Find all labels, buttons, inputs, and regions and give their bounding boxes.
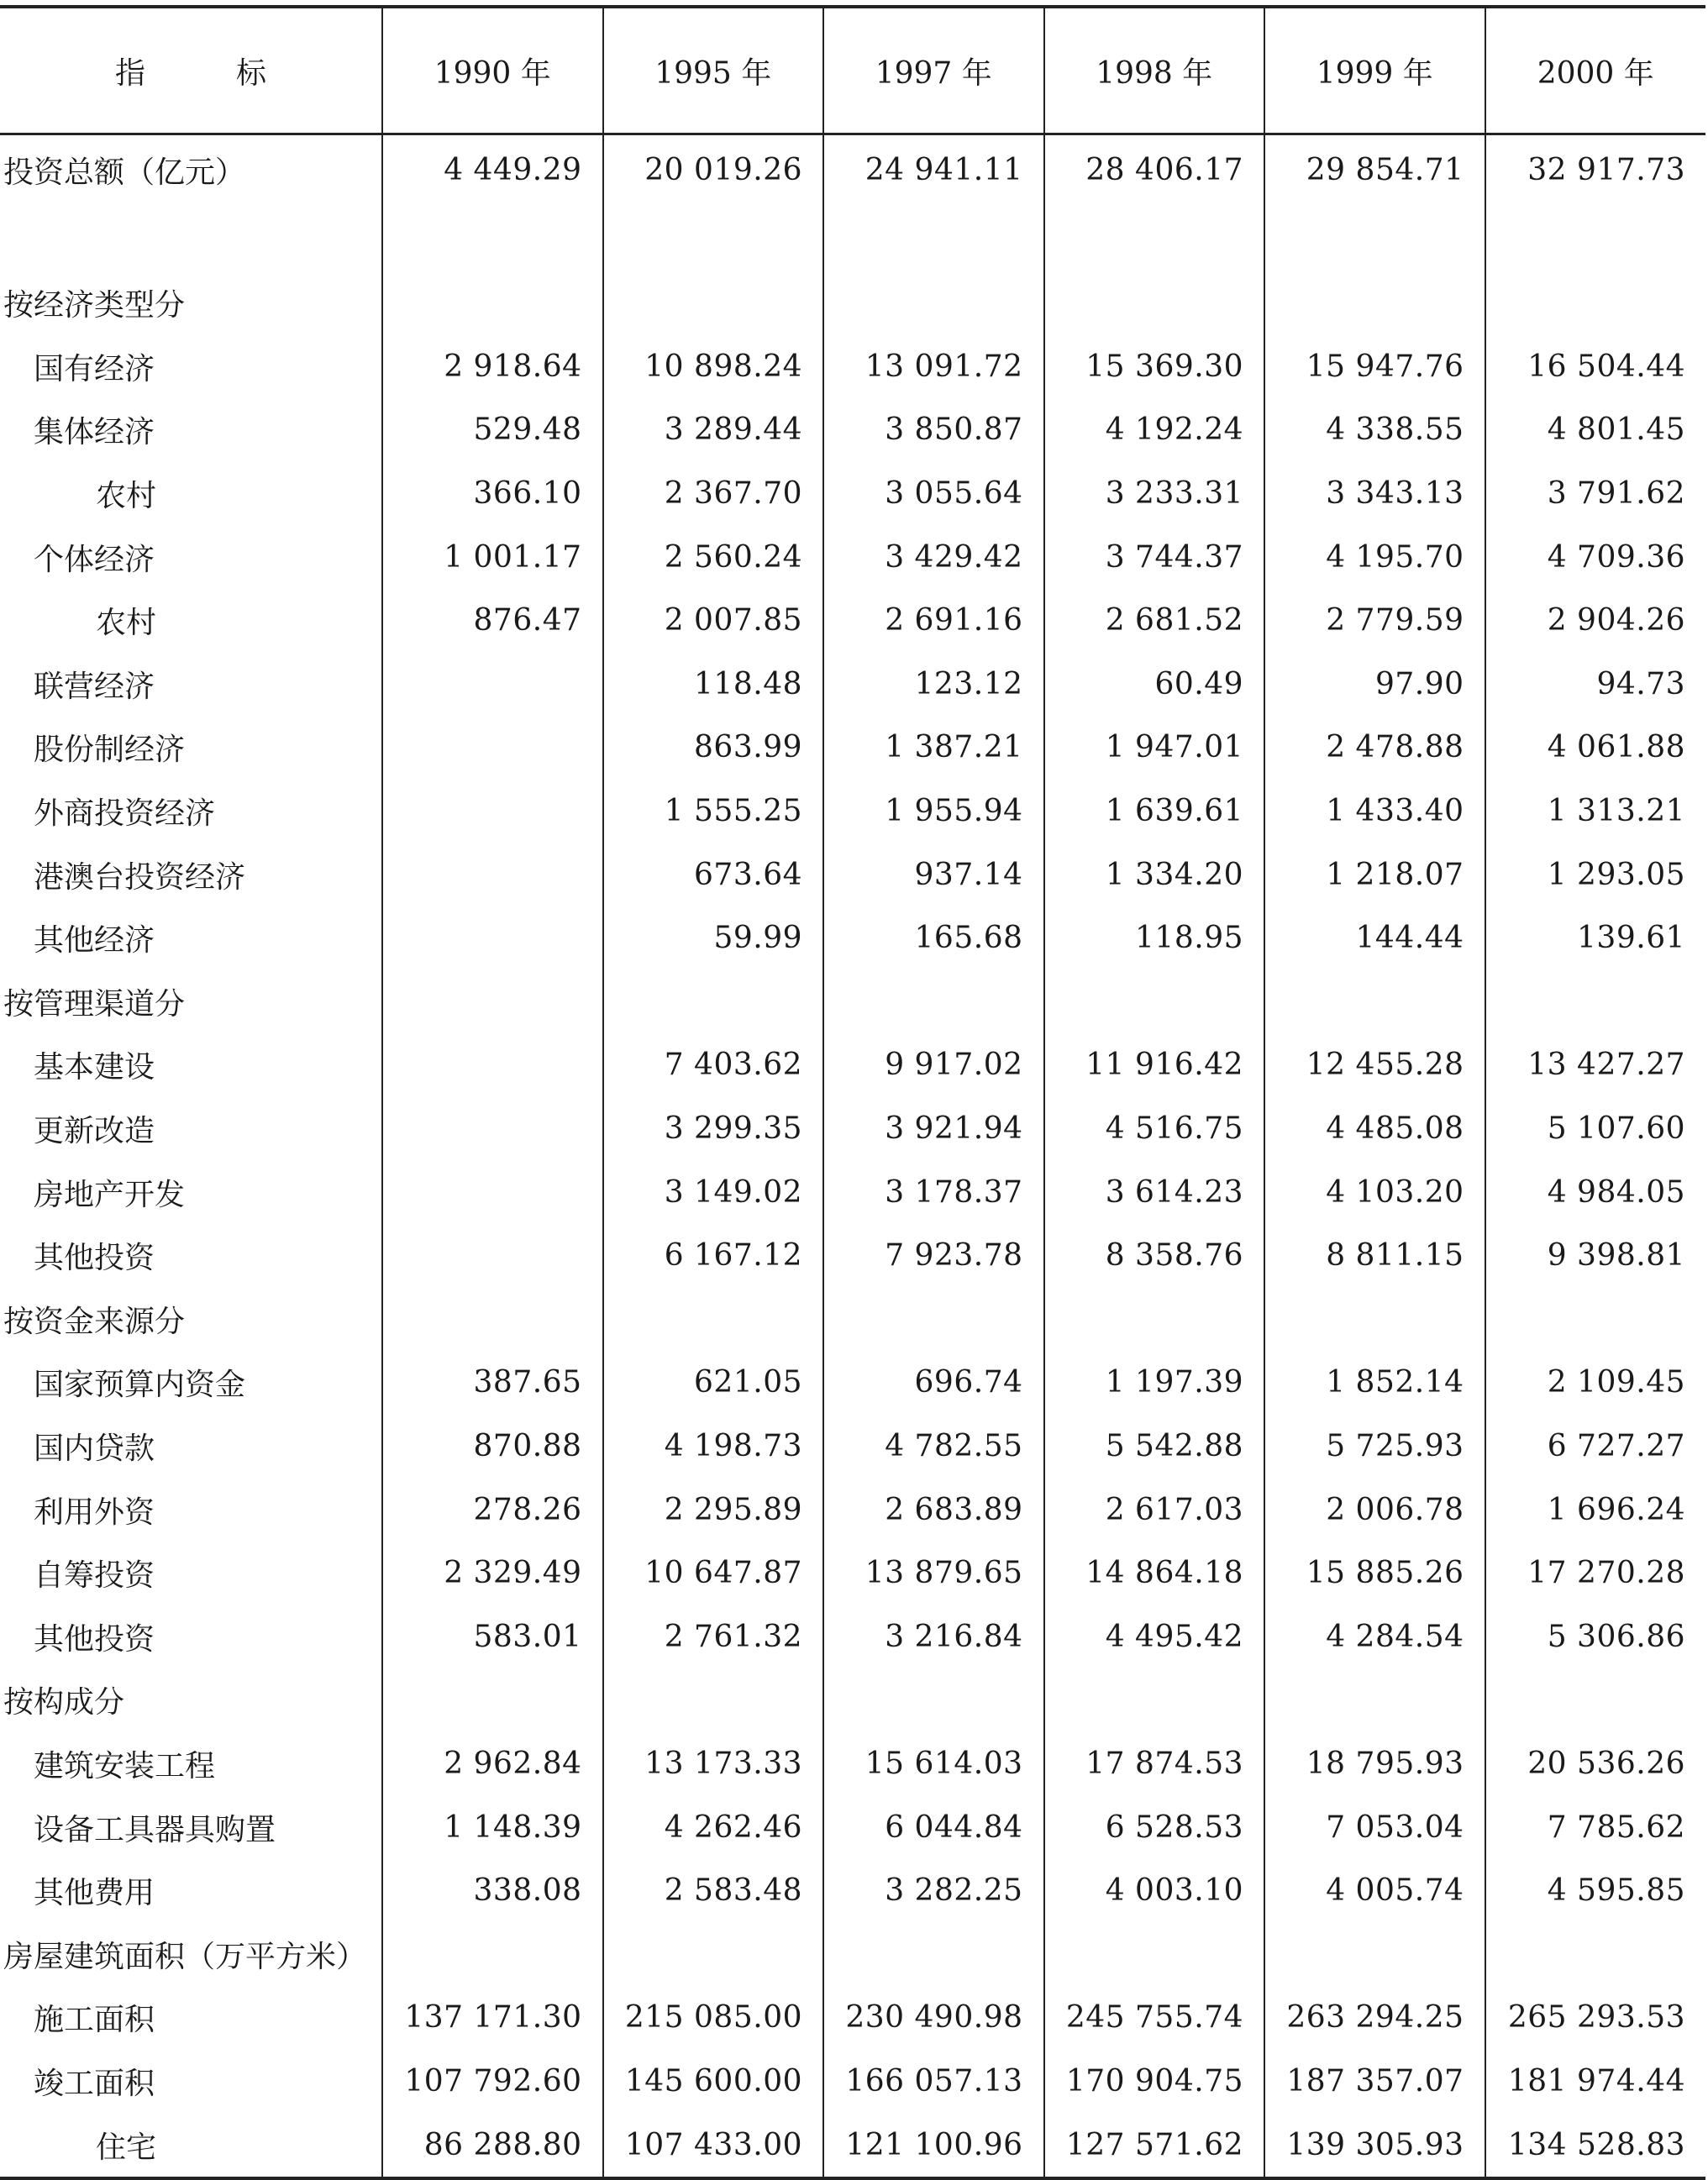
table-cell: 4 192.24: [1044, 398, 1265, 462]
table-cell: 1 313.21: [1485, 780, 1706, 843]
table-row: [0, 1351, 1705, 1415]
investment-statistics-table: [0, 5, 1705, 2180]
table-cell: 215 085.00: [603, 1986, 824, 2050]
table-cell: 870.88: [382, 1415, 603, 1479]
table-cell: 4 984.05: [1485, 1160, 1706, 1224]
table-row: [0, 589, 1705, 653]
table-cell: 1 197.39: [1044, 1351, 1265, 1415]
table-cell: 3 178.37: [823, 1160, 1044, 1224]
table-cell: [603, 271, 824, 335]
table-cell: 13 427.27: [1485, 1033, 1706, 1097]
table-row: [0, 716, 1705, 780]
table-cell: 937.14: [823, 843, 1044, 906]
row-label: 农村: [96, 479, 157, 514]
row-label: 股份制经济: [34, 733, 186, 768]
table-cell: 1 852.14: [1264, 1351, 1485, 1415]
table-cell: 118.95: [1044, 906, 1265, 970]
table-cell: 3 233.31: [1044, 462, 1265, 526]
table-cell: [1485, 970, 1706, 1034]
table-row: [0, 1415, 1705, 1479]
table-body: [0, 134, 1705, 2178]
table-row: [0, 134, 1705, 205]
table-row: [0, 1795, 1705, 1859]
table-cell: 1 555.25: [603, 780, 824, 843]
row-label: 国内贷款: [34, 1431, 155, 1466]
row-label: [0, 204, 382, 271]
table-cell: 29 854.71: [1264, 134, 1485, 205]
table-cell: 2 295.89: [603, 1478, 824, 1542]
table-cell: 2 962.84: [382, 1732, 603, 1796]
table-row: [0, 204, 1705, 271]
table-row: [0, 1859, 1705, 1923]
row-label: 更新改造: [34, 1114, 155, 1149]
table-cell: [1485, 1668, 1706, 1732]
table-cell: [382, 653, 603, 717]
table-cell: 1 148.39: [382, 1795, 603, 1859]
table-cell: 4 338.55: [1264, 398, 1485, 462]
table-cell: 621.05: [603, 1351, 824, 1415]
table-cell: 3 216.84: [823, 1605, 1044, 1668]
table-cell: 15 614.03: [823, 1732, 1044, 1796]
table-cell: [1485, 271, 1706, 335]
row-label: 其他费用: [34, 1876, 155, 1911]
table-row: [0, 335, 1705, 399]
row-label: 建筑安装工程: [34, 1748, 216, 1783]
table-row: [0, 1478, 1705, 1542]
table-cell: 3 343.13: [1264, 462, 1485, 526]
table-row: [0, 525, 1705, 589]
table-cell: 5 306.86: [1485, 1605, 1706, 1668]
row-label: 自筹投资: [34, 1558, 155, 1594]
table-row: [0, 1732, 1705, 1796]
row-label: 国有经济: [34, 351, 155, 386]
table-cell: 4 005.74: [1264, 1859, 1485, 1923]
table-cell: 3 149.02: [603, 1160, 824, 1224]
table-cell: 230 490.98: [823, 1986, 1044, 2050]
table-cell: 1 001.17: [382, 525, 603, 589]
table-cell: [1264, 204, 1485, 271]
table-cell: 2 691.16: [823, 589, 1044, 653]
table-cell: 107 792.60: [382, 2050, 603, 2114]
table-cell: 2 904.26: [1485, 589, 1706, 653]
table-cell: 2 560.24: [603, 525, 824, 589]
row-label: 竣工面积: [34, 2066, 155, 2101]
table-cell: 2 918.64: [382, 335, 603, 399]
table-cell: [823, 970, 1044, 1034]
table-cell: 7 053.04: [1264, 1795, 1485, 1859]
table-cell: 1 955.94: [823, 780, 1044, 843]
table-cell: 24 941.11: [823, 134, 1044, 205]
table-cell: 2 681.52: [1044, 589, 1265, 653]
row-label: 联营经济: [34, 669, 155, 704]
table-cell: [603, 970, 824, 1034]
table-cell: 4 449.29: [382, 134, 603, 205]
table-cell: 4 485.08: [1264, 1097, 1485, 1161]
table-cell: 1 387.21: [823, 716, 1044, 780]
table-row: [0, 1033, 1705, 1097]
table-cell: 17 874.53: [1044, 1732, 1265, 1796]
table-cell: 1 334.20: [1044, 843, 1265, 906]
row-label: 按管理渠道分: [3, 986, 186, 1022]
table-cell: 4 198.73: [603, 1415, 824, 1479]
row-label: 其他经济: [34, 923, 155, 959]
table-cell: [823, 1668, 1044, 1732]
table-cell: 529.48: [382, 398, 603, 462]
table-cell: [823, 271, 1044, 335]
table-cell: 123.12: [823, 653, 1044, 717]
table-cell: 20 019.26: [603, 134, 824, 205]
table-row: [0, 398, 1705, 462]
table-cell: [382, 1224, 603, 1288]
table-cell: 139 305.93: [1264, 2113, 1485, 2178]
table-cell: 2 683.89: [823, 1478, 1044, 1542]
table-cell: 127 571.62: [1044, 2113, 1265, 2178]
header-year: 1997 年: [823, 7, 1044, 134]
table-cell: 876.47: [382, 589, 603, 653]
table-cell: 6 167.12: [603, 1224, 824, 1288]
table-row: [0, 2050, 1705, 2114]
table-cell: 144.44: [1264, 906, 1485, 970]
table-cell: [823, 1922, 1044, 1986]
table-row: [0, 906, 1705, 970]
table-cell: [1044, 1288, 1265, 1352]
table-cell: 3 289.44: [603, 398, 824, 462]
header-year: 1995 年: [603, 7, 824, 134]
table-cell: 1 218.07: [1264, 843, 1485, 906]
table-cell: 696.74: [823, 1351, 1044, 1415]
table-row: [0, 1668, 1705, 1732]
table-cell: 97.90: [1264, 653, 1485, 717]
table-cell: 32 917.73: [1485, 134, 1706, 205]
table-cell: 11 916.42: [1044, 1033, 1265, 1097]
table-row: [0, 462, 1705, 526]
table-cell: 2 367.70: [603, 462, 824, 526]
table-cell: [382, 970, 603, 1034]
row-label: 按经济类型分: [3, 288, 186, 323]
table-cell: 86 288.80: [382, 2113, 603, 2178]
table-cell: 3 299.35: [603, 1097, 824, 1161]
table-cell: 1 947.01: [1044, 716, 1265, 780]
table-cell: 338.08: [382, 1859, 603, 1923]
table-cell: 15 369.30: [1044, 335, 1265, 399]
table-cell: 4 262.46: [603, 1795, 824, 1859]
table-cell: 10 647.87: [603, 1542, 824, 1605]
table-cell: 5 542.88: [1044, 1415, 1265, 1479]
table-cell: 139.61: [1485, 906, 1706, 970]
table-row: [0, 271, 1705, 335]
row-label: 按构成分: [3, 1685, 125, 1720]
table-cell: 107 433.00: [603, 2113, 824, 2178]
table-cell: 4 801.45: [1485, 398, 1706, 462]
table-cell: 863.99: [603, 716, 824, 780]
table-cell: 9 398.81: [1485, 1224, 1706, 1288]
row-label: 基本建设: [34, 1050, 155, 1085]
header-row: [0, 7, 1705, 134]
table-row: [0, 1922, 1705, 1986]
table-row: [0, 1986, 1705, 2050]
table-cell: 4 495.42: [1044, 1605, 1265, 1668]
table-cell: [1485, 1922, 1706, 1986]
row-label: 住宅: [0, 2113, 382, 2178]
table-cell: 2 007.85: [603, 589, 824, 653]
table-cell: 1 433.40: [1264, 780, 1485, 843]
table-cell: 4 516.75: [1044, 1097, 1265, 1161]
header-year: 1990 年: [382, 7, 603, 134]
table-cell: 2 478.88: [1264, 716, 1485, 780]
row-label: 房地产开发: [34, 1177, 186, 1212]
row-label: 其他投资: [34, 1621, 155, 1657]
header-year: 1998 年: [1044, 7, 1265, 134]
row-label: 国家预算内资金: [34, 1368, 246, 1403]
table-cell: 4 709.36: [1485, 525, 1706, 589]
table-cell: 1 293.05: [1485, 843, 1706, 906]
table-cell: [603, 204, 824, 271]
table-cell: [823, 204, 1044, 271]
table-cell: 2 583.48: [603, 1859, 824, 1923]
table-cell: 187 357.07: [1264, 2050, 1485, 2114]
table-cell: 6 528.53: [1044, 1795, 1265, 1859]
table-cell: [382, 1033, 603, 1097]
row-label: 农村: [96, 606, 157, 641]
table-cell: [1044, 204, 1265, 271]
table-cell: 3 614.23: [1044, 1160, 1265, 1224]
table-row: [0, 1605, 1705, 1668]
table-row: [0, 970, 1705, 1034]
table-cell: [382, 780, 603, 843]
table-cell: 2 109.45: [1485, 1351, 1706, 1415]
table-cell: [382, 716, 603, 780]
table-cell: [1264, 970, 1485, 1034]
table-row: [0, 843, 1705, 906]
table-cell: 2 006.78: [1264, 1478, 1485, 1542]
table-cell: 387.65: [382, 1351, 603, 1415]
table-cell: 245 755.74: [1044, 1986, 1265, 2050]
table-cell: 1 696.24: [1485, 1478, 1706, 1542]
table-cell: [382, 1160, 603, 1224]
table-cell: 673.64: [603, 843, 824, 906]
table-row: [0, 653, 1705, 717]
row-label: 集体经济: [34, 415, 155, 450]
table-cell: 16 504.44: [1485, 335, 1706, 399]
table-cell: 8 811.15: [1264, 1224, 1485, 1288]
table-cell: [1044, 1922, 1265, 1986]
row-label: 个体经济: [34, 542, 155, 577]
table-cell: 3 429.42: [823, 525, 1044, 589]
table-cell: 10 898.24: [603, 335, 824, 399]
table-cell: 3 850.87: [823, 398, 1044, 462]
row-label: 投资总额（亿元）: [3, 155, 246, 190]
table-row: [0, 1224, 1705, 1288]
table-cell: 165.68: [823, 906, 1044, 970]
table-cell: 59.99: [603, 906, 824, 970]
table-cell: 5 107.60: [1485, 1097, 1706, 1161]
table-cell: [1485, 1288, 1706, 1352]
table-cell: 2 761.32: [603, 1605, 824, 1668]
table-cell: 7 923.78: [823, 1224, 1044, 1288]
table-cell: [603, 1668, 824, 1732]
table-cell: 3 744.37: [1044, 525, 1265, 589]
row-label: 设备工具器具购置: [34, 1812, 276, 1847]
table-cell: 94.73: [1485, 653, 1706, 717]
table-cell: [382, 843, 603, 906]
table-cell: 265 293.53: [1485, 1986, 1706, 2050]
table-cell: [1044, 271, 1265, 335]
table-cell: 278.26: [382, 1478, 603, 1542]
table-cell: 14 864.18: [1044, 1542, 1265, 1605]
table-cell: 18 795.93: [1264, 1732, 1485, 1796]
table-cell: 7 785.62: [1485, 1795, 1706, 1859]
table-cell: 2 329.49: [382, 1542, 603, 1605]
table-header: [0, 7, 1705, 134]
table-cell: [382, 906, 603, 970]
table-cell: [1264, 1288, 1485, 1352]
table-cell: 6 044.84: [823, 1795, 1044, 1859]
table-cell: [603, 1922, 824, 1986]
table-cell: [1485, 204, 1706, 271]
table-cell: 15 947.76: [1264, 335, 1485, 399]
table-cell: 13 091.72: [823, 335, 1044, 399]
row-label: 港澳台投资经济: [34, 859, 246, 895]
table-cell: 6 727.27: [1485, 1415, 1706, 1479]
table-cell: 366.10: [382, 462, 603, 526]
table-cell: 2 779.59: [1264, 589, 1485, 653]
table-cell: [1264, 271, 1485, 335]
table-cell: 145 600.00: [603, 2050, 824, 2114]
row-label: 其他投资: [34, 1241, 155, 1276]
table-cell: 166 057.13: [823, 2050, 1044, 2114]
row-label: 按资金来源分: [3, 1304, 186, 1339]
table-cell: 3 282.25: [823, 1859, 1044, 1923]
row-label: 利用外资: [34, 1494, 155, 1530]
header-year: 2000 年: [1485, 7, 1706, 134]
table-cell: 12 455.28: [1264, 1033, 1485, 1097]
table-cell: [382, 1668, 603, 1732]
table-cell: [382, 271, 603, 335]
table-row: [0, 780, 1705, 843]
table-cell: 121 100.96: [823, 2113, 1044, 2178]
table-row: [0, 1288, 1705, 1352]
table-cell: 4 195.70: [1264, 525, 1485, 589]
table-cell: 13 879.65: [823, 1542, 1044, 1605]
table-cell: 4 003.10: [1044, 1859, 1265, 1923]
table-cell: 4 284.54: [1264, 1605, 1485, 1668]
table-cell: 583.01: [382, 1605, 603, 1668]
table-cell: 8 358.76: [1044, 1224, 1265, 1288]
table-row: [0, 1160, 1705, 1224]
table-cell: 3 791.62: [1485, 462, 1706, 526]
table-cell: [382, 1288, 603, 1352]
table-cell: [1264, 1668, 1485, 1732]
table-cell: [603, 1288, 824, 1352]
table-cell: 7 403.62: [603, 1033, 824, 1097]
table-cell: 181 974.44: [1485, 2050, 1706, 2114]
table-cell: 263 294.25: [1264, 1986, 1485, 2050]
table-cell: 60.49: [1044, 653, 1265, 717]
table-cell: [382, 204, 603, 271]
table-cell: 170 904.75: [1044, 2050, 1265, 2114]
table-cell: 28 406.17: [1044, 134, 1265, 205]
table-row: [0, 1097, 1705, 1161]
header-indicator: 指 标: [0, 7, 382, 134]
table-cell: 20 536.26: [1485, 1732, 1706, 1796]
row-label: 房屋建筑面积（万平方米）: [3, 1939, 367, 1974]
table-cell: 4 103.20: [1264, 1160, 1485, 1224]
table-cell: 1 639.61: [1044, 780, 1265, 843]
table-cell: 4 061.88: [1485, 716, 1706, 780]
table-cell: 118.48: [603, 653, 824, 717]
table-cell: 9 917.02: [823, 1033, 1044, 1097]
table-row: [0, 1542, 1705, 1605]
table-cell: 4 782.55: [823, 1415, 1044, 1479]
row-label: 外商投资经济: [34, 796, 216, 832]
table-cell: 137 171.30: [382, 1986, 603, 2050]
table-cell: 134 528.83: [1485, 2113, 1706, 2178]
table-cell: [1264, 1922, 1485, 1986]
table-cell: [823, 1288, 1044, 1352]
table-cell: 5 725.93: [1264, 1415, 1485, 1479]
table-cell: 2 617.03: [1044, 1478, 1265, 1542]
row-label: 施工面积: [34, 2003, 155, 2038]
table-cell: [382, 1097, 603, 1161]
header-year: 1999 年: [1264, 7, 1485, 134]
table-cell: [1044, 1668, 1265, 1732]
table-cell: 15 885.26: [1264, 1542, 1485, 1605]
table-cell: [382, 1922, 603, 1986]
table-row: [0, 2113, 1705, 2178]
table-cell: 4 595.85: [1485, 1859, 1706, 1923]
table-cell: 13 173.33: [603, 1732, 824, 1796]
table-cell: 3 921.94: [823, 1097, 1044, 1161]
table-cell: 17 270.28: [1485, 1542, 1706, 1605]
table-cell: [1044, 970, 1265, 1034]
table-cell: 3 055.64: [823, 462, 1044, 526]
